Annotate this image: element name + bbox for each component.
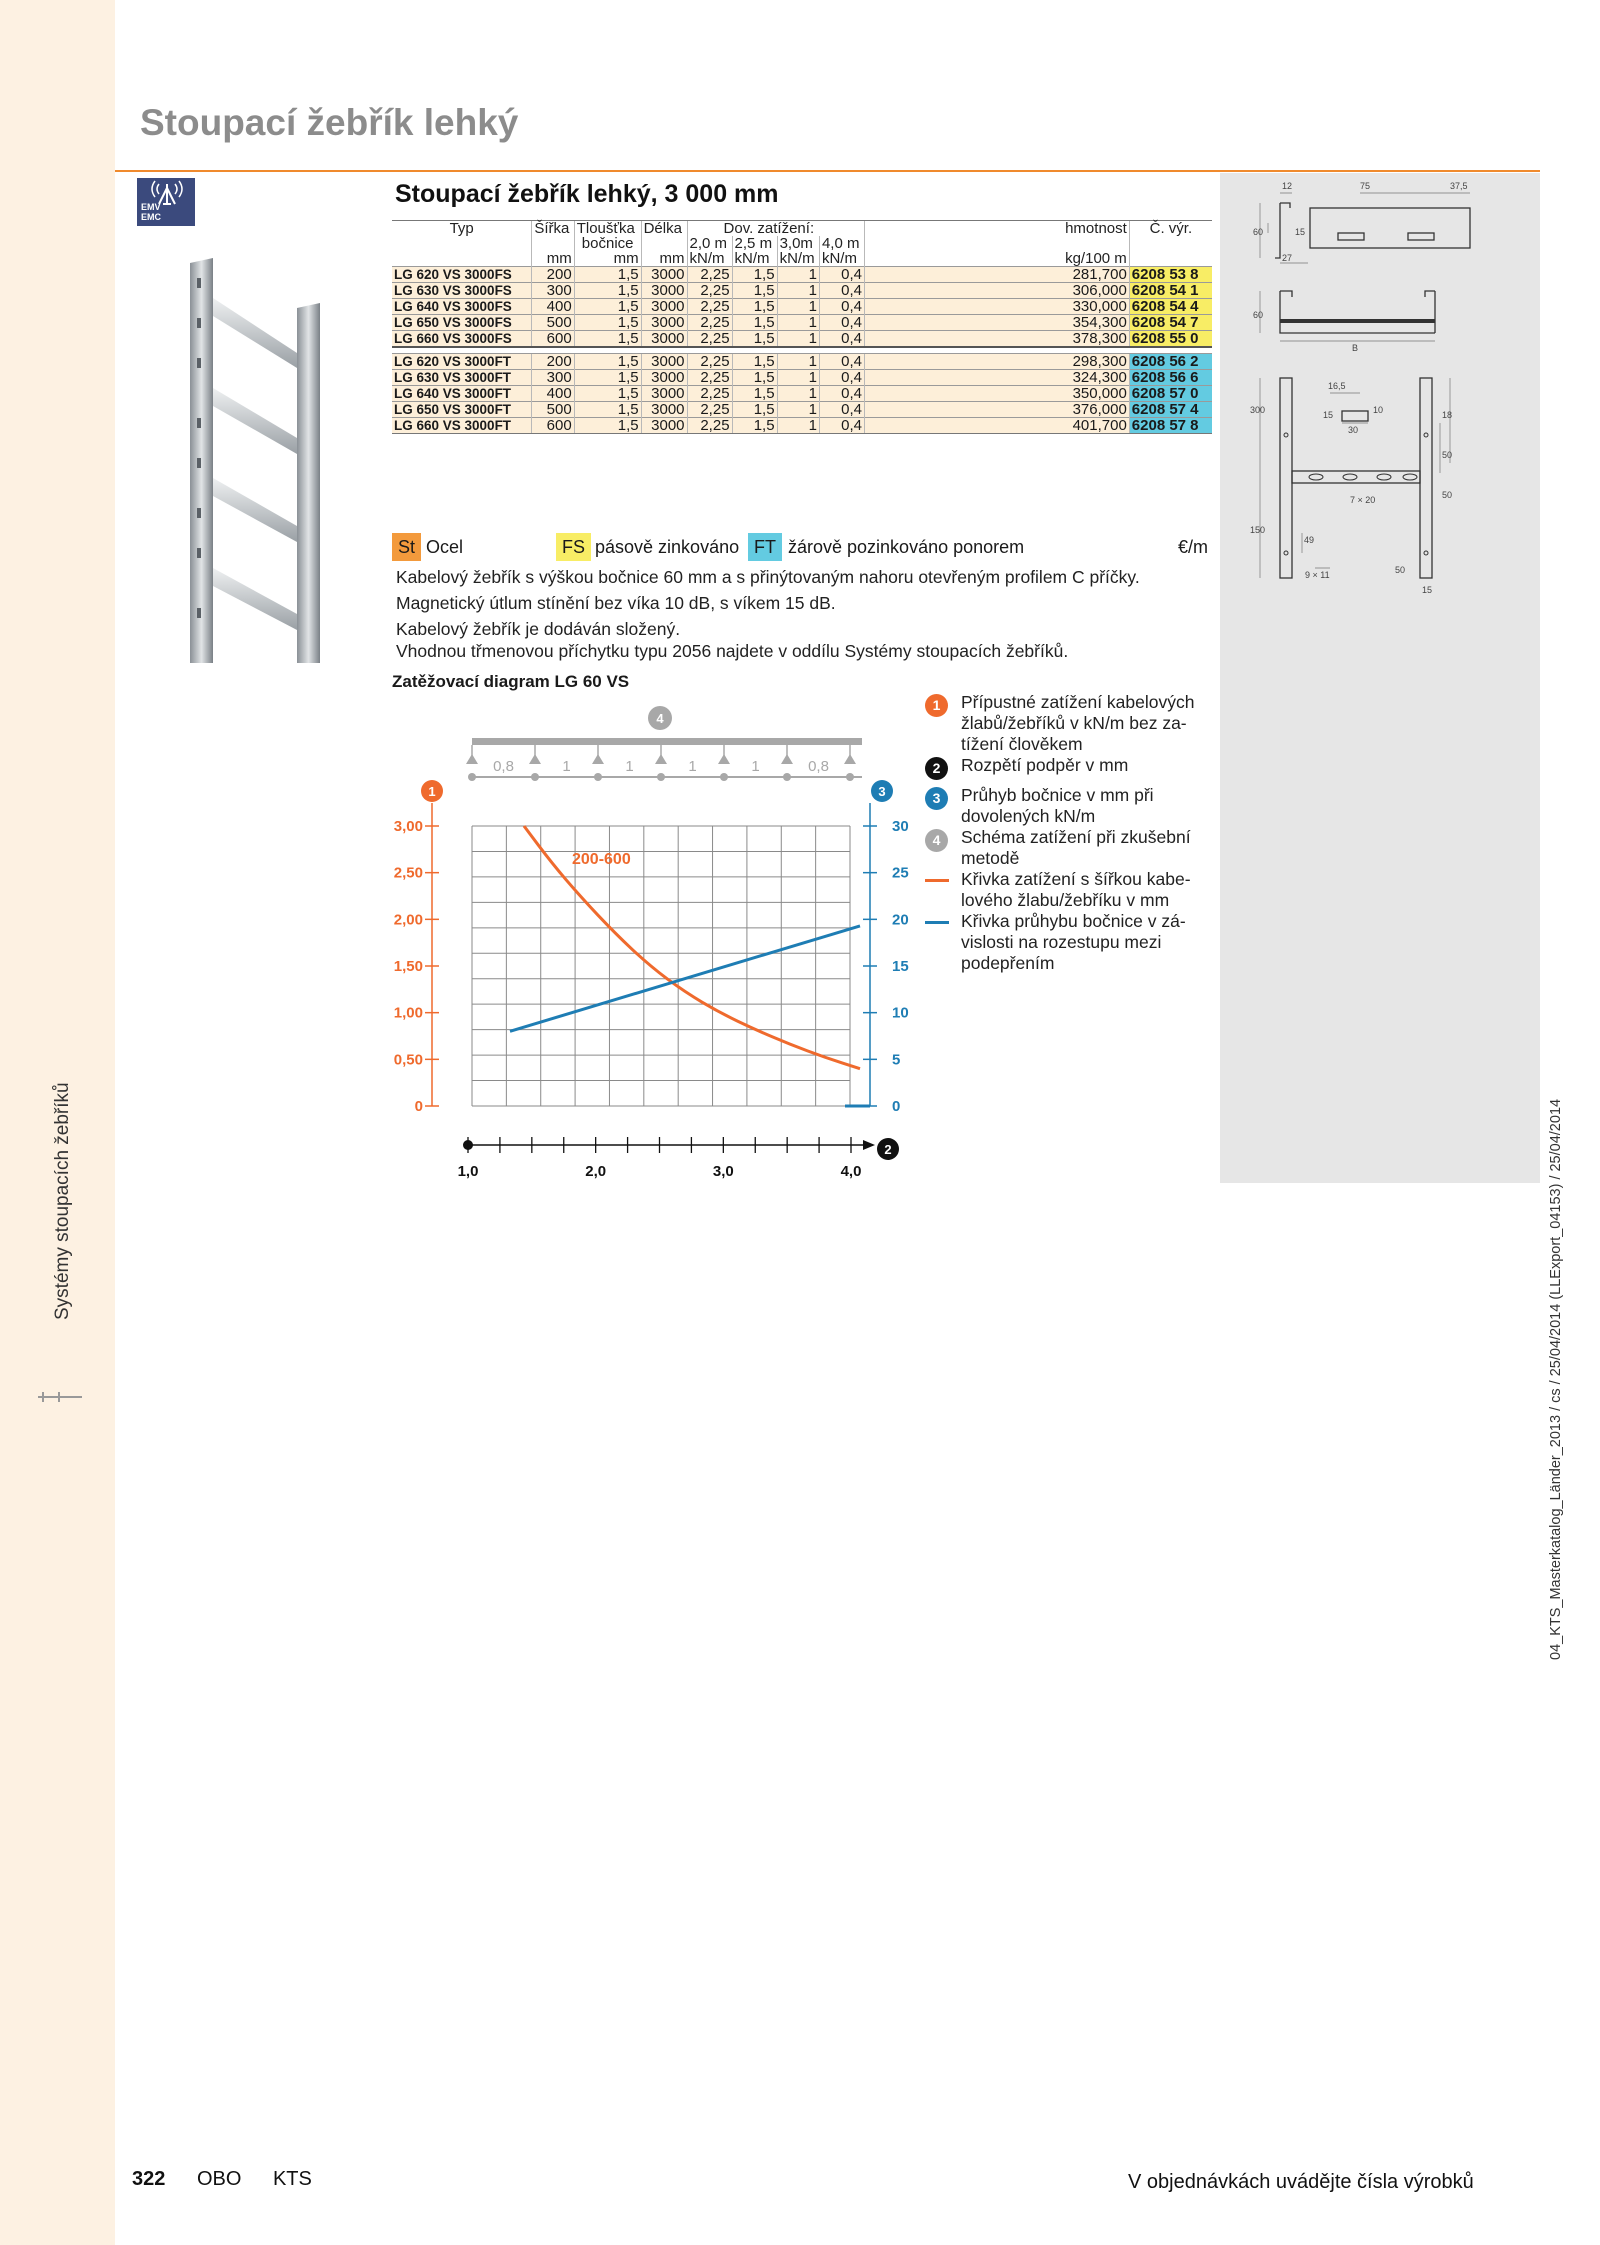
cell-delka: 3000 (641, 331, 687, 348)
footer-note: V objednávkách uvádějte čísla výrobků (1128, 2171, 1474, 2193)
cell-delka: 3000 (641, 299, 687, 315)
dim-60b: 60 (1253, 310, 1264, 320)
cell-tloustka: 1,5 (574, 401, 641, 417)
cell-z3: 1 (777, 353, 819, 369)
badge-emc: EMC (141, 212, 161, 222)
cell-sirka: 300 (532, 283, 574, 299)
cell-z3: 1 (777, 417, 819, 433)
legend-line-icon (925, 879, 949, 882)
cell-z4: 0,4 (819, 385, 864, 401)
cell-tloustka: 1,5 (574, 267, 641, 283)
load-arrow-head (844, 754, 856, 764)
col-cvyr: Č. výr. (1129, 221, 1212, 237)
cell-delka: 3000 (641, 401, 687, 417)
table-row (392, 331, 1212, 348)
y-right-tick: 15 (892, 958, 909, 975)
legend-marker: 1 (925, 694, 948, 717)
span-2-0: 2,0 m (687, 236, 732, 251)
col-delka: Délka (641, 221, 687, 237)
cell-sirka: 500 (532, 401, 574, 417)
unit-z3: kN/m (777, 251, 819, 267)
load-beam (472, 738, 862, 745)
material-st-label: Ocel (426, 537, 464, 557)
span-3-0: 3,0m (777, 236, 819, 251)
dim-7x20: 7 × 20 (1350, 495, 1376, 505)
badge-3-label: 3 (878, 784, 886, 799)
cell-typ: LG 650 VS 3000FT (392, 401, 532, 417)
material-ft-code: FT (748, 533, 782, 561)
dim-60a: 60 (1253, 227, 1264, 237)
cell-z3: 1 (777, 299, 819, 315)
cell-typ: LG 620 VS 3000FT (392, 353, 532, 369)
product-table (392, 220, 1212, 434)
legend-item-2 (925, 755, 1215, 785)
unit-z1: kN/m (687, 251, 732, 267)
x-axis (463, 1137, 875, 1153)
y-left-tick: 1,50 (393, 958, 423, 975)
dim-50b: 50 (1442, 490, 1453, 500)
y-right-tick: 0 (892, 1098, 901, 1115)
technical-drawing-panel (1220, 173, 1540, 1183)
col-sirka: Šířka (532, 221, 574, 237)
dim-150: 150 (1250, 525, 1266, 535)
legend-item-load-curve (925, 869, 1215, 911)
cell-sirka: 200 (532, 353, 574, 369)
cell-z1: 2,25 (687, 353, 732, 369)
dim-9x11: 9 × 11 (1305, 570, 1330, 580)
col-hmotnost: hmotnost (864, 221, 1129, 237)
desc-line: Magnetický útlum stínění bez víka 10 dB, s víkem 15 dB. (396, 593, 836, 613)
table-row (392, 417, 1212, 433)
cell-cvyr: 6208 56 6 (1129, 369, 1212, 385)
cell-cvyr: 6208 57 8 (1129, 417, 1212, 433)
col-tloustka: Tloušťka (574, 221, 641, 237)
load-arrow-head (466, 754, 478, 764)
support-point (468, 773, 476, 781)
legend-text: Křivka průhybu bočnice v zá-vislosti na rozestupu mezi podepřením (961, 911, 1186, 973)
dim-15c: 15 (1422, 585, 1433, 595)
cell-hmotnost: 354,300 (864, 315, 1129, 331)
table-header-row (392, 221, 1212, 237)
badge-1-label: 1 (428, 784, 436, 799)
load-arrow-head (655, 754, 667, 764)
cell-z2: 1,5 (732, 353, 777, 369)
cell-z4: 0,4 (819, 353, 864, 369)
cell-tloustka: 1,5 (574, 331, 641, 348)
support-label: 1 (625, 758, 634, 775)
cell-z4: 0,4 (819, 417, 864, 433)
legend-text: Křivka zatížení s šířkou kabe-lového žlabu/žebříku v mm (961, 869, 1191, 910)
desc-line: Vhodnou třmenovou příchytku typu 2056 najdete v oddílu Systémy stoupacích žebříků. (396, 641, 1069, 661)
cell-delka: 3000 (641, 283, 687, 299)
dim-16-5: 16,5 (1328, 381, 1346, 391)
load-arrow-head (592, 754, 604, 764)
cell-typ: LG 630 VS 3000FT (392, 369, 532, 385)
cell-cvyr: 6208 57 4 (1129, 401, 1212, 417)
dov-label: Dov. zatížení: (723, 220, 815, 237)
table-row (392, 385, 1212, 401)
y-right-tick: 30 (892, 818, 909, 835)
col-typ: Typ (392, 221, 532, 237)
diagram-legend (925, 692, 1215, 974)
support-point (783, 773, 791, 781)
unit-z4: kN/m (819, 251, 864, 267)
cell-z1: 2,25 (687, 417, 732, 433)
legend-text: Rozpětí podpěr v mm (961, 755, 1129, 775)
badge-emv: EMV (141, 202, 161, 212)
load-arrow-head (718, 754, 730, 764)
cell-z2: 1,5 (732, 417, 777, 433)
cell-typ: LG 630 VS 3000FS (392, 283, 532, 299)
dim-49: 49 (1304, 535, 1315, 545)
load-diagram-chart (385, 698, 909, 1188)
legend-marker: 4 (925, 829, 948, 852)
dim-50a: 50 (1442, 450, 1453, 460)
load-arrow-head (781, 754, 793, 764)
product-section-title: Stoupací žebřík lehký, 3 000 mm (395, 180, 779, 208)
cell-delka: 3000 (641, 315, 687, 331)
cell-z2: 1,5 (732, 299, 777, 315)
side-section-label: Systémy stoupacích žebříků (52, 1082, 73, 1320)
unit-sirka: mm (532, 251, 574, 267)
curve-label: 200-600 (572, 851, 631, 868)
page-number: 322 (132, 2168, 166, 2190)
dim-10: 10 (1373, 405, 1384, 415)
support-label: 1 (751, 758, 760, 775)
span-4-0: 4,0 m (819, 236, 864, 251)
cell-cvyr: 6208 57 0 (1129, 385, 1212, 401)
cell-z1: 2,25 (687, 401, 732, 417)
support-point (846, 773, 854, 781)
cell-tloustka: 1,5 (574, 283, 641, 299)
y-right-tick: 5 (892, 1051, 901, 1069)
cell-z4: 0,4 (819, 267, 864, 283)
x-axis-arrow (863, 1140, 875, 1150)
cell-cvyr: 6208 54 1 (1129, 283, 1212, 299)
cell-hmotnost: 401,700 (864, 417, 1129, 433)
cell-hmotnost: 376,000 (864, 401, 1129, 417)
material-fs-label: pásově zinkováno (595, 537, 740, 557)
y-right-tick: 20 (892, 911, 909, 929)
emv-emc-badge (137, 178, 195, 226)
dim-15a: 15 (1295, 227, 1306, 237)
dim-b: B (1352, 343, 1359, 353)
legend-item-deflection-curve (925, 911, 1215, 974)
table-row (392, 315, 1212, 331)
x-tick: 1,0 (457, 1163, 479, 1180)
cell-delka: 3000 (641, 385, 687, 401)
page-title: Stoupací žebřík lehký (140, 102, 519, 143)
footer-left (132, 2168, 312, 2191)
support-label: 0,8 (493, 758, 514, 775)
cell-sirka: 400 (532, 299, 574, 315)
chart-grid (425, 803, 877, 1106)
diagram-title: Zatěžovací diagram LG 60 VS (392, 672, 630, 691)
x-tick: 3,0 (712, 1163, 734, 1180)
cell-z1: 2,25 (687, 369, 732, 385)
cell-z3: 1 (777, 283, 819, 299)
cell-z4: 0,4 (819, 283, 864, 299)
cell-z1: 2,25 (687, 267, 732, 283)
cell-hmotnost: 324,300 (864, 369, 1129, 385)
cell-tloustka: 1,5 (574, 299, 641, 315)
dim-50c: 50 (1395, 565, 1406, 575)
cell-z3: 1 (777, 369, 819, 385)
cell-hmotnost: 350,000 (864, 385, 1129, 401)
cell-cvyr: 6208 54 4 (1129, 299, 1212, 315)
cell-sirka: 600 (532, 331, 574, 348)
cell-hmotnost: 281,700 (864, 267, 1129, 283)
cell-sirka: 400 (532, 385, 574, 401)
dim-75: 75 (1360, 181, 1371, 191)
cell-z2: 1,5 (732, 401, 777, 417)
y-left-tick: 3,00 (393, 818, 423, 835)
load-scheme (466, 706, 862, 781)
col-tloustka-2: bočnice (574, 236, 641, 251)
support-point (720, 773, 728, 781)
dim-27: 27 (1282, 253, 1293, 263)
cell-typ: LG 660 VS 3000FS (392, 331, 532, 348)
cell-delka: 3000 (641, 353, 687, 369)
support-point (657, 773, 665, 781)
legend-marker: 2 (925, 757, 948, 780)
cell-hmotnost: 298,300 (864, 353, 1129, 369)
desc-line: Kabelový žebřík je dodáván složený. (396, 619, 681, 639)
technical-drawing (1220, 173, 1540, 613)
dim-15b: 15 (1323, 410, 1334, 420)
y-left-tick: 0 (414, 1098, 423, 1115)
col-dov-zatizeni (687, 221, 864, 237)
table-row (392, 267, 1212, 283)
cell-z1: 2,25 (687, 283, 732, 299)
cell-z3: 1 (777, 385, 819, 401)
legend-text: Přípustné zatížení kabelových žlabů/žebříků v kN/m bez za-tížení člověkem (961, 692, 1195, 754)
cell-typ: LG 640 VS 3000FT (392, 385, 532, 401)
material-st-code: St (392, 533, 421, 561)
y-left-tick: 0,50 (393, 1051, 423, 1069)
table-row (392, 401, 1212, 417)
support-label: 1 (688, 758, 697, 775)
cell-hmotnost: 306,000 (864, 283, 1129, 299)
legend-text: Schéma zatížení při zkušební metodě (961, 827, 1191, 868)
cell-hmotnost: 378,300 (864, 331, 1129, 348)
cell-sirka: 600 (532, 417, 574, 433)
cell-tloustka: 1,5 (574, 385, 641, 401)
cell-z4: 0,4 (819, 331, 864, 348)
cell-sirka: 200 (532, 267, 574, 283)
footer-brand: OBO (196, 2168, 242, 2190)
material-legend (392, 533, 1212, 561)
cell-z1: 2,25 (687, 385, 732, 401)
cell-z4: 0,4 (819, 299, 864, 315)
cell-delka: 3000 (641, 267, 687, 283)
side-mark-icon (38, 1392, 90, 1402)
legend-text: Průhyb bočnice v mm při dovolených kN/m (961, 785, 1154, 826)
cell-z1: 2,25 (687, 299, 732, 315)
dim-12: 12 (1282, 181, 1293, 191)
span-2-5: 2,5 m (732, 236, 777, 251)
unit-delka: mm (641, 251, 687, 267)
cell-z2: 1,5 (732, 267, 777, 283)
legend-marker: 3 (925, 787, 948, 810)
cell-cvyr: 6208 56 2 (1129, 353, 1212, 369)
cell-z2: 1,5 (732, 385, 777, 401)
dim-37-5: 37,5 (1450, 181, 1468, 191)
cell-typ: LG 620 VS 3000FS (392, 267, 532, 283)
material-ft-label: žárově pozinkováno ponorem (788, 537, 1025, 557)
support-label: 0,8 (808, 758, 829, 775)
unit-tloustka: mm (574, 251, 641, 267)
legend-item-3 (925, 785, 1215, 827)
support-label: 1 (562, 758, 571, 775)
table-subheader-row (392, 236, 1212, 251)
y-right-tick: 25 (892, 864, 909, 882)
y-left-tick: 2,00 (393, 911, 423, 929)
cell-z4: 0,4 (819, 315, 864, 331)
cell-cvyr: 6208 54 7 (1129, 315, 1212, 331)
cell-z2: 1,5 (732, 315, 777, 331)
dim-30: 30 (1348, 425, 1359, 435)
cell-z3: 1 (777, 315, 819, 331)
x-tick: 4,0 (840, 1163, 862, 1180)
dim-300: 300 (1250, 405, 1266, 415)
x-tick: 2,0 (585, 1163, 607, 1180)
support-point (594, 773, 602, 781)
table-units-row (392, 251, 1212, 267)
support-point (531, 773, 539, 781)
unit-z2: kN/m (732, 251, 777, 267)
cell-z3: 1 (777, 331, 819, 348)
cell-delka: 3000 (641, 369, 687, 385)
cell-tloustka: 1,5 (574, 353, 641, 369)
vertical-reference: 04_KTS_Masterkatalog_Länder_2013 / cs / 25/04/2014 (LLExport_04153) / 25/04/2014 (1548, 1098, 1564, 1660)
cell-typ: LG 640 VS 3000FS (392, 299, 532, 315)
table-row (392, 283, 1212, 299)
legend-item-1 (925, 692, 1215, 755)
y-left-tick: 2,50 (393, 864, 423, 882)
dim-18: 18 (1442, 410, 1453, 420)
badge-2-label: 2 (884, 1142, 892, 1157)
cell-tloustka: 1,5 (574, 315, 641, 331)
cell-z2: 1,5 (732, 283, 777, 299)
badge-4-label: 4 (656, 711, 664, 726)
desc-line: Kabelový žebřík s výškou bočnice 60 mm a s přinýtovaným nahoru otevřeným profilem C příčky. (396, 567, 1140, 587)
cell-typ: LG 650 VS 3000FS (392, 315, 532, 331)
cell-z1: 2,25 (687, 315, 732, 331)
product-description (396, 566, 1216, 666)
table-row (392, 369, 1212, 385)
cell-z3: 1 (777, 401, 819, 417)
price-unit: €/m (1177, 537, 1208, 557)
cell-z4: 0,4 (819, 401, 864, 417)
product-photo-ladder (185, 258, 320, 663)
cell-delka: 3000 (641, 417, 687, 433)
cell-z2: 1,5 (732, 369, 777, 385)
cell-z3: 1 (777, 267, 819, 283)
legend-line-icon (925, 921, 949, 924)
cell-tloustka: 1,5 (574, 369, 641, 385)
cell-z1: 2,25 (687, 331, 732, 348)
material-fs-code: FS (556, 533, 591, 561)
legend-item-4 (925, 827, 1215, 869)
cell-sirka: 500 (532, 315, 574, 331)
cell-z2: 1,5 (732, 331, 777, 348)
cell-sirka: 300 (532, 369, 574, 385)
y-left-tick: 1,00 (393, 1004, 423, 1022)
table-row (392, 353, 1212, 369)
cell-cvyr: 6208 53 8 (1129, 267, 1212, 283)
cell-typ: LG 660 VS 3000FT (392, 417, 532, 433)
title-rule (115, 170, 1540, 172)
y-right-tick: 10 (892, 1004, 909, 1022)
load-arrow-head (529, 754, 541, 764)
cell-hmotnost: 330,000 (864, 299, 1129, 315)
table-row (392, 299, 1212, 315)
cell-cvyr: 6208 55 0 (1129, 331, 1212, 348)
cell-tloustka: 1,5 (574, 417, 641, 433)
footer-section: KTS (272, 2168, 312, 2190)
unit-hmotnost: kg/100 m (864, 251, 1129, 267)
cell-z4: 0,4 (819, 369, 864, 385)
